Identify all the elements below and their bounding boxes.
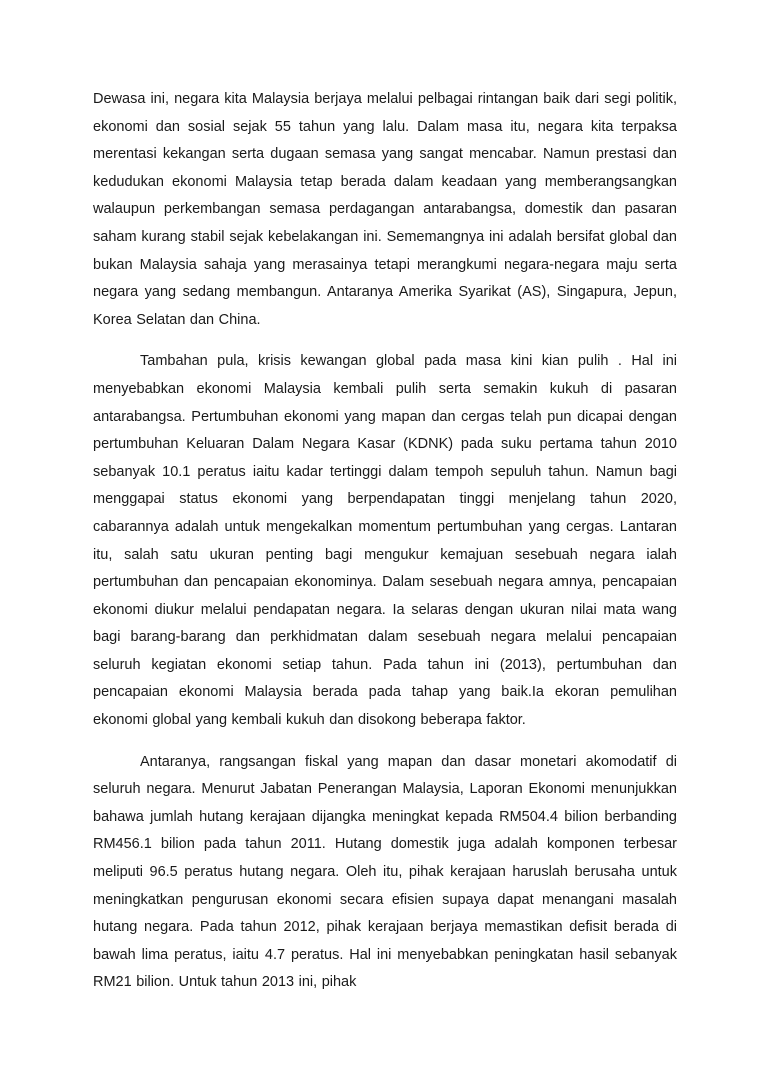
document-page [93,86,677,997]
paragraph-3: Antaranya, rangsangan fiskal yang mapan dan dasar monetari akomodatif di seluruh negara. Menurut Jabatan Penerangan Malaysia, Laporan Ekonomi menunjukkan bahawa jumlah hutang kerajaan dijangka meningkat kepada RM504.4 bilion berbanding RM456.1 bilion pada tahun 2011. Hutang domestik juga adalah komponen terbesar meliputi 96.5 peratus hutang negara. Oleh itu, pihak kerajaan haruslah berusaha untuk meningkatkan pengurusan ekonomi secara efisien supaya dapat menangani masalah hutang negara. Pada tahun 2012, pihak kerajaan berjaya memastikan defisit berada di bawah lima peratus, iaitu 4.7 peratus. Hal ini menyebabkan peningkatan hasil sebanyak RM21 bilion. Untuk tahun 2013 ini, pihak [93,753,677,991]
paragraph-2: Tambahan pula, krisis kewangan global pada masa kini kian pulih . Hal ini menyebabkan ekonomi Malaysia kembali pulih serta semakin kukuh di pasaran antarabangsa. Pertumbuhan ekonomi yang mapan dan cergas telah pun dicapai dengan pertumbuhan Keluaran Dalam Negara Kasar (KDNK) pada suku pertama tahun 2010 sebanyak 10.1 peratus iaitu kadar tertinggi dalam tempoh sepuluh tahun. Namun bagi menggapai status ekonomi yang berpendapatan tinggi menjelang tahun 2020, cabarannya adalah untuk mengekalkan momentum pertumbuhan yang cergas. Lantaran itu, salah satu ukuran penting bagi mengukur kemajuan sesebuah negara ialah pertumbuhan dan pencapaian ekonominya. Dalam sesebuah negara amnya, pencapaian ekonomi diukur melalui pendapatan negara. Ia selaras dengan ukuran nilai mata wang bagi barang-barang dan perkhidmatan dalam sesebuah negara melalui pencapaian seluruh kegiatan ekonomi setiap tahun. Pada tahun ini (2013), pertumbuhan dan pencapaian ekonomi Malaysia berada pada tahap yang baik.Ia ekoran pemulihan ekonomi global yang kembali kukuh dan disokong beberapa faktor. [93,353,677,729]
paragraph-1: Dewasa ini, negara kita Malaysia berjaya melalui pelbagai rintangan baik dari segi politik, ekonomi dan sosial sejak 55 tahun yang lalu. Dalam masa itu, negara kita terpaksa merentasi kekangan serta dugaan semasa yang sangat mencabar. Namun prestasi dan kedudukan ekonomi Malaysia tetap berada dalam keadaan yang memberangsangkan walaupun perkembangan semasa perdagangan antarabangsa, domestik dan pasaran saham kurang stabil sejak kebelakangan ini. Sememangnya ini adalah bersifat global dan bukan Malaysia sahaja yang merasainya tetapi merangkumi negara-negara maju serta negara yang sedang membangun. Antaranya Amerika Syarikat (AS), Singapura, Jepun, Korea Selatan dan China. [93,91,677,328]
